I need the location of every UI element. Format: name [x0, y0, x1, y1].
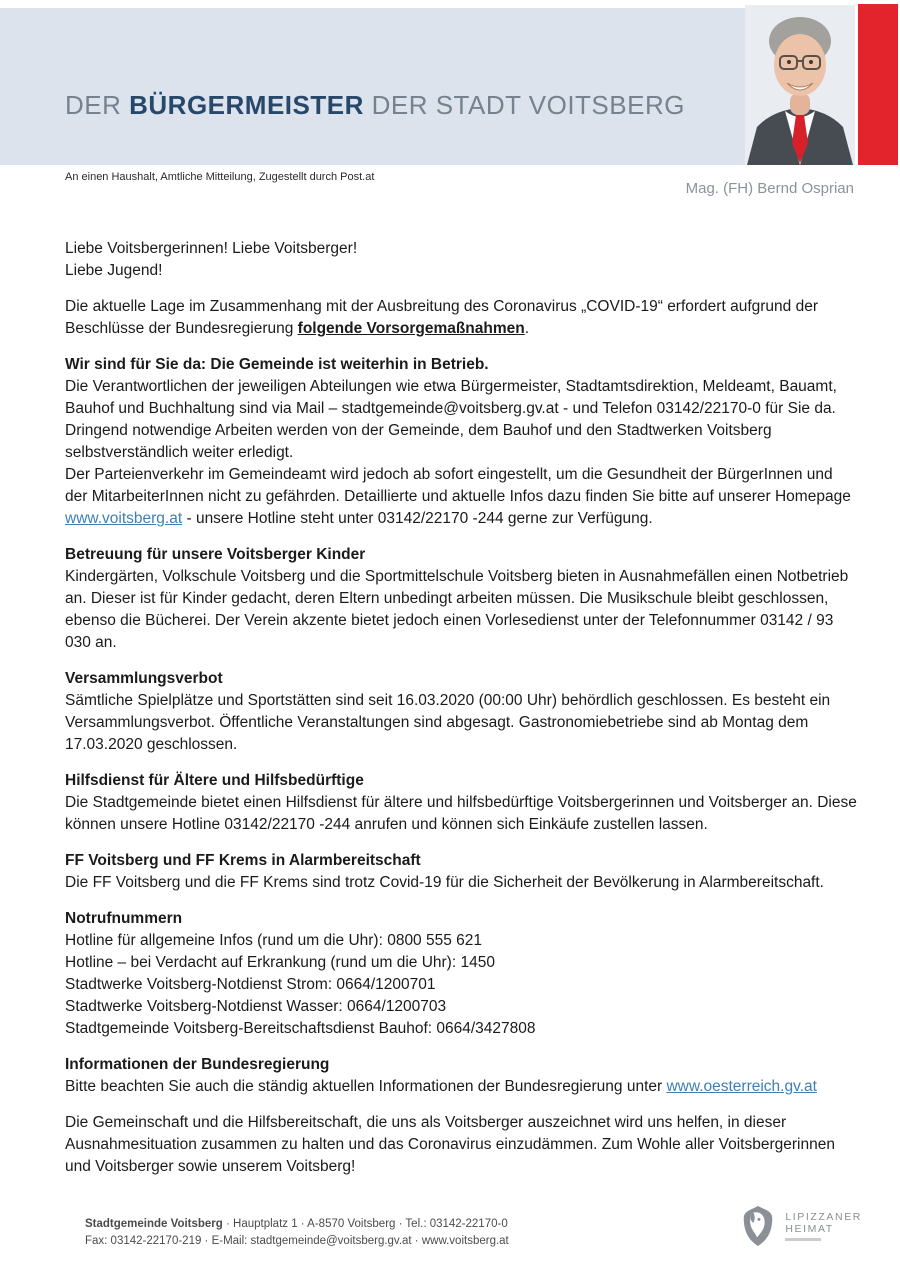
- section-paragraph: [65, 464, 857, 530]
- emergency-number-line: Hotline – bei Verdacht auf Erkrankung (rund um die Uhr): 1450: [65, 954, 495, 971]
- section-gemeinde-in-betrieb: [65, 354, 857, 530]
- intro-post: .: [524, 320, 530, 337]
- section-kinderbetreuung: [65, 544, 857, 654]
- section-feuerwehr: [65, 850, 857, 894]
- header-band: [0, 8, 855, 165]
- salutation-line-1: Liebe Voitsbergerinnen! Liebe Voitsberger!: [65, 240, 358, 257]
- mayor-photo-illustration: [745, 5, 855, 165]
- footer-address: · Hauptplatz 1 · A-8570 Voitsberg · Tel.: 03142-22170-0: [222, 1218, 508, 1230]
- intro-paragraph: [65, 296, 857, 340]
- section-hilfsdienst: [65, 770, 857, 836]
- logo-text: [785, 1211, 862, 1241]
- mayor-photo: [745, 5, 855, 165]
- footer-line-2: Fax: 03142-22170-219 · E-Mail: stadtgemeinde@voitsberg.gv.at · www.voitsberg.at: [85, 1235, 509, 1247]
- section-heading: Notrufnummern: [65, 910, 183, 927]
- section-paragraph: Kindergärten, Volkschule Voitsberg und die Sportmittelschule Voitsberg bieten in Ausnahmefällen einen Notbetrieb an. Dieser ist für Kinder gedacht, deren Eltern unbedingt arbeiten müssen. Die Musikschule bleibt geschlossen, ebenso die Bücherei. Der Verein akzente bietet jedoch einen Vorlesedienst unter der Telefonnummer 03142 / 93 030 an.: [65, 568, 849, 651]
- title-prefix: DER: [65, 90, 130, 120]
- mayor-name: Mag. (FH) Bernd Osprian: [685, 180, 854, 197]
- footer-contact: [85, 1216, 509, 1250]
- horse-head-icon: [739, 1204, 777, 1248]
- section-notrufnummern: [65, 908, 857, 1040]
- emergency-number-line: Stadtwerke Voitsberg-Notdienst Strom: 0664/1200701: [65, 976, 436, 993]
- logo-line-1: LIPIZZANER: [785, 1211, 862, 1223]
- closing-paragraph: [65, 1112, 857, 1178]
- letter-body: [65, 238, 857, 1178]
- section-paragraph: Die Stadtgemeinde bietet einen Hilfsdienst für ältere und hilfsbedürftige Voitsbergerinnen und Voitsberger an. Diese können unsere Hotline 03142/22170 -244 anrufen und können sich Einkäufe zustellen lassen.: [65, 794, 857, 833]
- red-accent-bar: [858, 4, 898, 165]
- closing-text: Die Gemeinschaft und die Hilfsbereitschaft, die uns als Voitsberger auszeichnet wird uns helfen, in dieser Ausnahmesituation zusammen zu halten und das Coronavirus einzudämmen. Zum Wohle aller Voitsbergerinnen und Voitsberger sowie unserem Voitsberg!: [65, 1114, 835, 1175]
- page-title: [65, 90, 685, 121]
- voitsberg-homepage-link[interactable]: www.voitsberg.at: [65, 510, 183, 527]
- section-paragraph: Die Verantwortlichen der jeweiligen Abteilungen wie etwa Bürgermeister, Stadtamtsdirektion, Meldeamt, Bauamt, Bauhof und Buchhaltung sind via Mail – stadtgemeinde@voitsberg.gv.at - und Telefon 03142/22170-0 für Sie da. Dringend notwendige Arbeiten werden von der Gemeinde, dem Bauhof und den Stadtwerken Voitsberg selbstverständlich weiter erledigt.: [65, 378, 837, 461]
- section-paragraph: Die FF Voitsberg und die FF Krems sind trotz Covid-19 für die Sicherheit der Bevölkerung in Alarmbereitschaft.: [65, 874, 824, 891]
- intro-text: [65, 296, 857, 340]
- section-heading: Hilfsdienst für Ältere und Hilfsbedürftige: [65, 772, 364, 789]
- emergency-number-line: Stadtgemeinde Voitsberg-Bereitschaftsdienst Bauhof: 0664/3427808: [65, 1020, 536, 1037]
- paragraph-pre: Der Parteienverkehr im Gemeindeamt wird jedoch ab sofort eingestellt, um die Gesundheit der BürgerInnen und der MitarbeiterInnen nicht zu gefährden. Detaillierte und aktuelle Infos dazu finden Sie bitte auf unserer Homepage: [65, 466, 851, 505]
- section-heading: Betreuung für unsere Voitsberger Kinder: [65, 546, 366, 563]
- paragraph-pre: Bitte beachten Sie auch die ständig aktuellen Informationen der Bundesregierung unter: [65, 1078, 667, 1095]
- section-bundesregierung: [65, 1054, 857, 1098]
- section-versammlungsverbot: [65, 668, 857, 756]
- title-suffix: DER STADT VOITSBERG: [363, 90, 685, 120]
- section-heading: FF Voitsberg und FF Krems in Alarmbereitschaft: [65, 852, 421, 869]
- oesterreich-gv-link[interactable]: www.oesterreich.gv.at: [666, 1078, 817, 1095]
- section-heading: Informationen der Bundesregierung: [65, 1056, 330, 1073]
- section-heading: Versammlungsverbot: [65, 670, 223, 687]
- distribution-note: An einen Haushalt, Amtliche Mitteilung, Zugestellt durch Post.at: [65, 171, 375, 183]
- emergency-number-line: Hotline für allgemeine Infos (rund um die Uhr): 0800 555 621: [65, 932, 483, 949]
- intro-emphasis: folgende Vorsorgemaßnahmen: [297, 320, 525, 337]
- paragraph-post: - unsere Hotline steht unter 03142/22170 -244 gerne zur Verfügung.: [182, 510, 653, 527]
- footer-line-1: [85, 1216, 509, 1233]
- logo-subline: [785, 1238, 821, 1241]
- emergency-number-line: Stadtwerke Voitsberg-Notdienst Wasser: 0664/1200703: [65, 998, 447, 1015]
- logo-line-2: HEIMAT: [785, 1223, 834, 1235]
- section-paragraph: Sämtliche Spielplätze und Sportstätten sind seit 16.03.2020 (00:00 Uhr) behördlich geschlossen. Es besteht ein Versammlungsverbot. Öffentliche Veranstaltungen sind abgesagt. Gastronomiebetriebe sind ab Montag dem 17.03.2020 geschlossen.: [65, 692, 831, 753]
- title-bold: BÜRGERMEISTER: [129, 90, 364, 120]
- lipizzaner-heimat-logo: [739, 1204, 862, 1248]
- footer-org-name: Stadtgemeinde Voitsberg: [85, 1218, 223, 1230]
- section-paragraph: [65, 1076, 857, 1098]
- intro-pre: Die aktuelle Lage im Zusammenhang mit der Ausbreitung des Coronavirus „COVID-19“ erfordert aufgrund der Beschlüsse der Bundesregierung: [65, 298, 818, 337]
- salutation-line-2: Liebe Jugend!: [65, 262, 163, 279]
- salutation: [65, 238, 857, 282]
- section-heading: Wir sind für Sie da: Die Gemeinde ist weiterhin in Betrieb.: [65, 356, 489, 373]
